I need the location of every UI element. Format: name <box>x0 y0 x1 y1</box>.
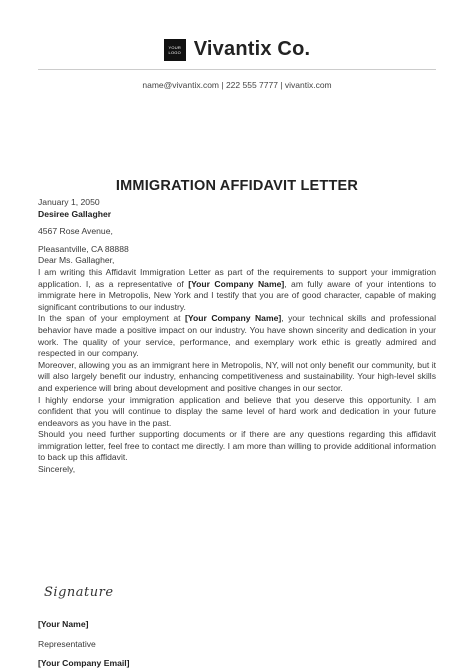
paragraph-2: In the span of your employment at [Your Company Name], your technical skills and professional behavior have made a positive impact on our industry. You have shown sincerity and dedication in your work. The quality of your service, performance, and exemplary work ethic is greatly admired and respected in our company. <box>38 313 436 359</box>
recipient-name: Desiree Gallagher <box>38 208 112 219</box>
signer-name: [Your Name] <box>38 619 89 629</box>
signature-script: Signature <box>44 585 114 600</box>
signer-email: [Your Company Email] <box>38 658 130 669</box>
address-line-1: 4567 Rose Avenue, <box>38 226 113 237</box>
company-name: Vivantix Co. <box>193 38 311 60</box>
letter-date: January 1, 2050 <box>38 197 100 207</box>
logo <box>164 39 186 61</box>
closing: Sincerely, <box>38 464 76 475</box>
logo-text-line2: LOGO <box>168 49 181 55</box>
document-title: IMMIGRATION AFFIDAVIT LETTER <box>115 178 359 194</box>
salutation: Dear Ms. Gallagher, <box>38 255 115 266</box>
address-line-2: Pleasantville, CA 88888 <box>38 243 129 254</box>
company-placeholder: [Your Company Name] <box>188 278 285 289</box>
company-placeholder: [Your Company Name] <box>185 313 282 324</box>
header-divider <box>38 69 436 70</box>
signature-block <box>38 619 130 671</box>
paragraph-4: I highly endorse your immigration application and believe that you deserve this opportunity. I am confident that you will continue to display the same level of hard work and dedication in your future endeavors as you have in the past. <box>38 394 436 428</box>
paragraph-1: I am writing this Affidavit Immigration Letter as part of the requirements to support your immigration application. I, as a representative of [Your Company Name], am fully aware of your intentions to immigrate here in Metropolis, New York and I testify that you are of good character, capable of making significant contributions to our industry. <box>38 266 436 312</box>
logo-text-line1: YOUR <box>168 44 181 50</box>
letterhead <box>0 0 474 100</box>
brand-row <box>0 38 474 61</box>
paragraph-5: Should you need further supporting documents or if there are any questions regarding this affidavit immigration letter, feel free to contact me directly. I am more than willing to provide additional information to back up this affidavit. <box>38 429 436 463</box>
letter-body <box>38 197 436 476</box>
paragraph-3: Moreover, allowing you as an immigrant here in Metropolis, NY, will not only benefit our community, but it will also largely benefit our industry, enhancing competitiveness and sustainability. Your high-level skills and experience will bring about development and positive changes in our sector. <box>38 359 436 393</box>
contact-line: name@vivantix.com | 222 555 7777 | vivantix.com <box>142 80 332 90</box>
signer-role: Representative <box>38 638 96 649</box>
